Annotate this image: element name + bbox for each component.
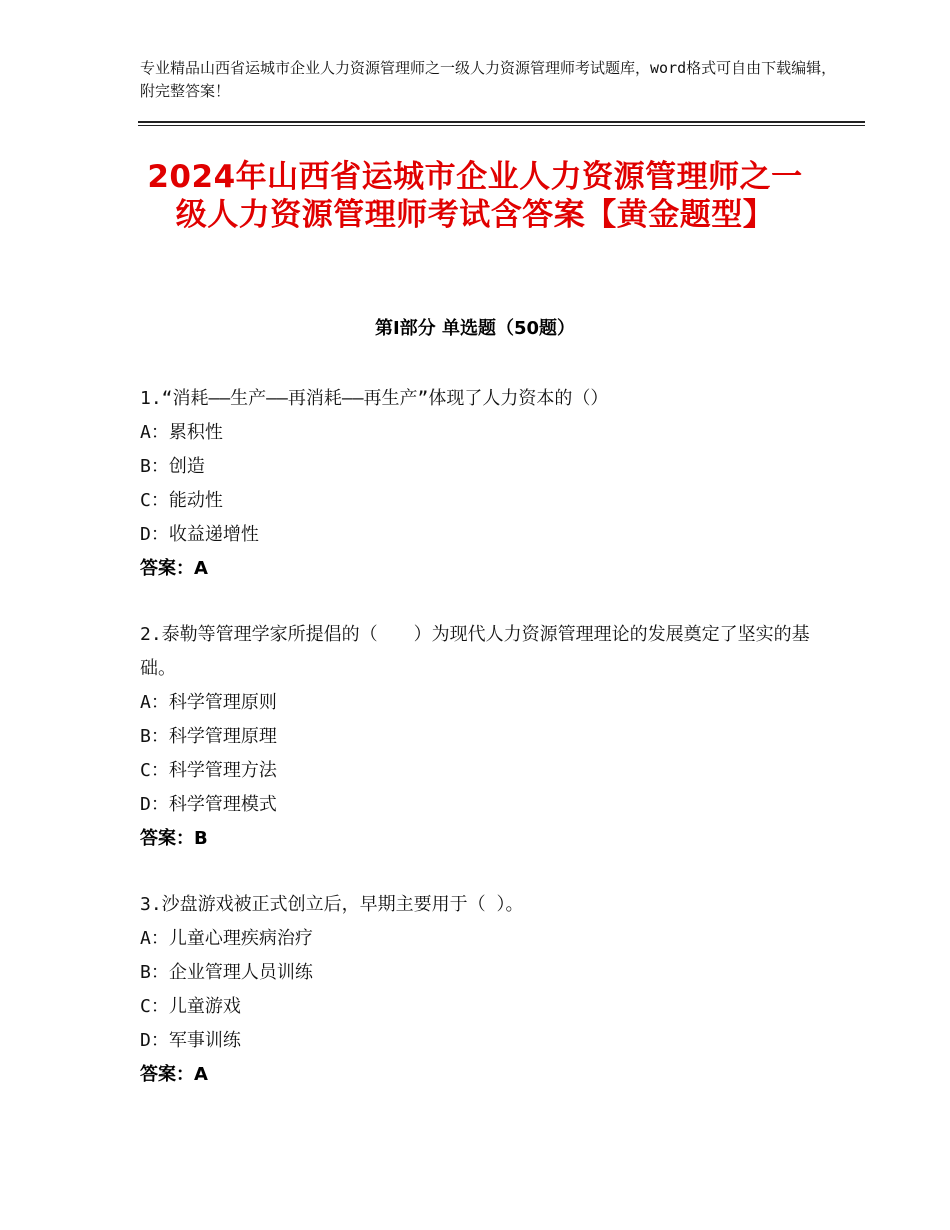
option-a: A：儿童心理疾病治疗 xyxy=(140,928,313,949)
option-d: D：科学管理模式 xyxy=(140,794,277,815)
header-rule-thin xyxy=(138,125,865,126)
option-a: A：科学管理原则 xyxy=(140,692,277,713)
option-c: C：儿童游戏 xyxy=(140,996,241,1017)
question-1 xyxy=(140,382,820,586)
answer: 答案：A xyxy=(140,1064,208,1085)
header-note: 专业精品山西省运城市企业人力资源管理师之一级人力资源管理师考试题库，word格式可自由下载编辑，附完整答案！ xyxy=(140,59,837,100)
option-b: B：创造 xyxy=(140,456,205,477)
question-stem: 1.“消耗——生产——再消耗——再生产”体现了人力资本的（） xyxy=(140,388,609,409)
option-c: C：科学管理方法 xyxy=(140,760,277,781)
option-c: C：能动性 xyxy=(140,490,223,511)
question-3 xyxy=(140,888,820,1092)
header-rule-thick xyxy=(138,121,865,123)
option-b: B：企业管理人员训练 xyxy=(140,962,313,983)
section-title: 第Ⅰ部分 单选题（50题） xyxy=(374,318,575,339)
option-b: B：科学管理原理 xyxy=(140,726,277,747)
document-title: 2024年山西省运城市企业人力资源管理师之一级人力资源管理师考试含答案【黄金题型】 xyxy=(147,159,803,233)
option-d: D：收益递增性 xyxy=(140,524,259,545)
answer: 答案：A xyxy=(140,558,208,579)
option-a: A：累积性 xyxy=(140,422,223,443)
option-d: D：军事训练 xyxy=(140,1030,241,1051)
question-stem: 2.泰勒等管理学家所提倡的（ ）为现代人力资源管理理论的发展奠定了坚实的基础。 xyxy=(140,624,810,679)
question-list xyxy=(140,382,820,1124)
answer: 答案：B xyxy=(140,828,208,849)
question-stem: 3.沙盘游戏被正式创立后，早期主要用于（ ）。 xyxy=(140,894,524,915)
question-2 xyxy=(140,618,820,856)
